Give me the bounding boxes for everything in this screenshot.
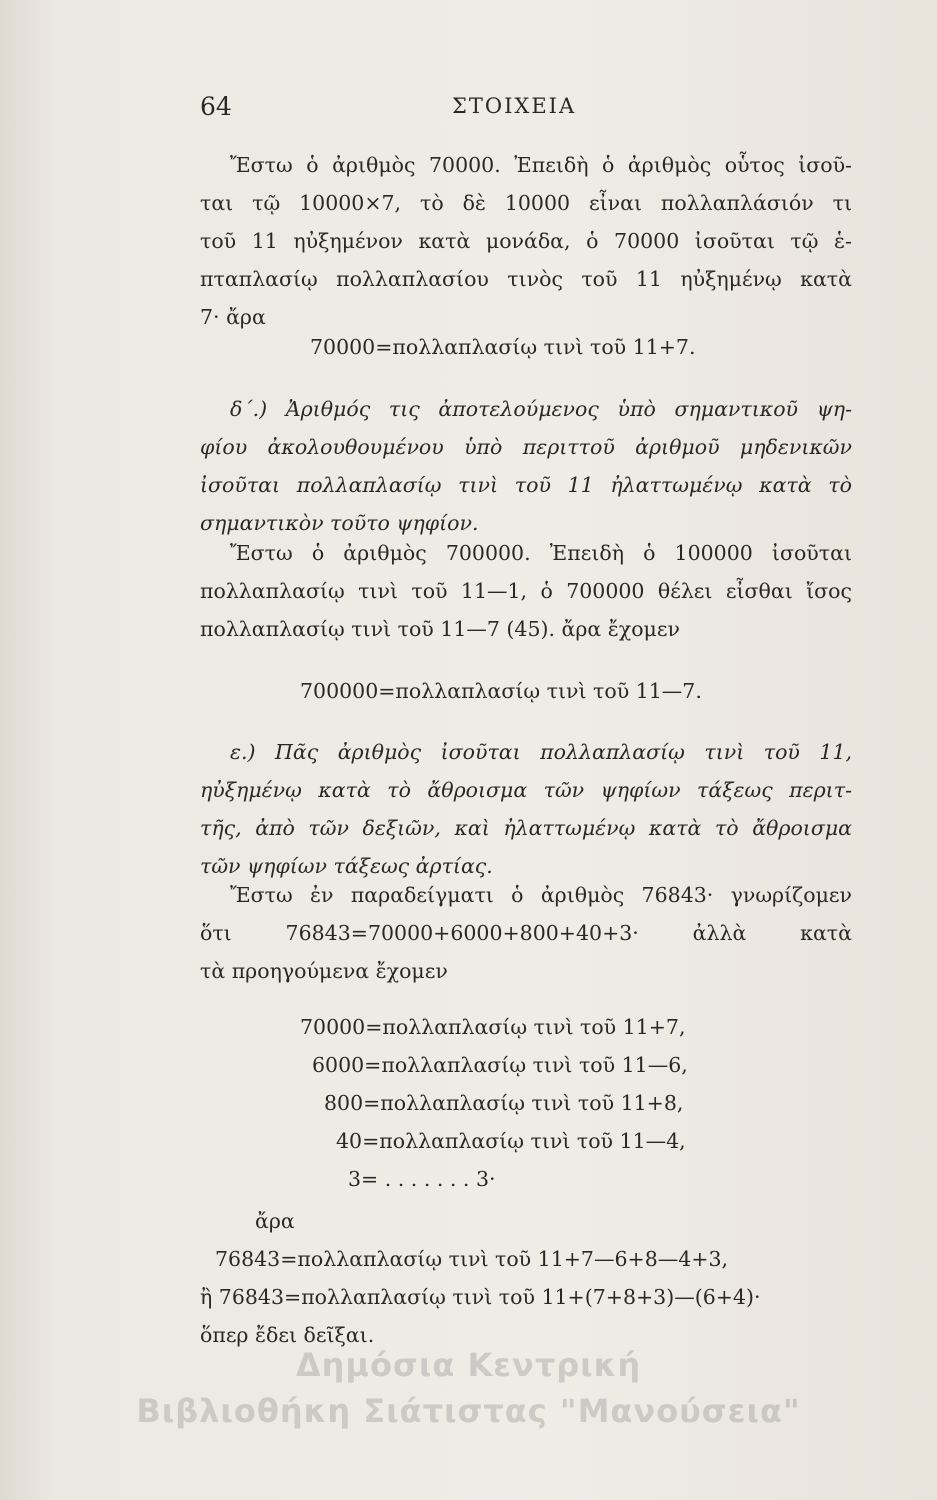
equation: 800=πολλαπλασίῳ τινὶ τοῦ 11+8, bbox=[324, 1091, 684, 1115]
text-line: σημαντικὸν τοῦτο ψηφίον. bbox=[200, 511, 479, 535]
equation: 6000=πολλαπλασίῳ τινὶ τοῦ 11—6, bbox=[312, 1053, 688, 1077]
text-line: 7· ἄρα bbox=[200, 305, 266, 329]
text-line: Ἔστω ὁ ἀριθμὸς 70000. Ἐπειδὴ ὁ ἀριθμὸς οὗτος ἰσοῦ- bbox=[230, 153, 852, 177]
equation: 76843=πολλαπλασίῳ τινὶ τοῦ 11+7—6+8—4+3, bbox=[215, 1247, 729, 1271]
text-line: πολλαπλασίῳ τινὶ τοῦ 11—1, ὁ 700000 θέλει εἶσθαι ἴσος bbox=[200, 579, 852, 603]
text-line: φίου ἀκολουθουμένου ὑπὸ περιττοῦ ἀριθμοῦ μηδενικῶν bbox=[200, 435, 852, 459]
library-watermark-line-2: Βιβλιοθήκη Σιάτιστας "Μανούσεια" bbox=[136, 1392, 801, 1430]
text-line: πταπλασίῳ πολλαπλασίου τινὸς τοῦ 11 ηὐξημένῳ κατὰ bbox=[200, 267, 852, 291]
equation-1-block bbox=[200, 328, 852, 366]
equation: ἢ 76843=πολλαπλασίῳ τινὶ τοῦ 11+(7+8+3)—(6+4)· bbox=[200, 1285, 761, 1309]
text-line: ται τῷ 10000×7, τὸ δὲ 10000 εἶναι πολλαπλάσιόν τι bbox=[200, 191, 852, 215]
text-line: ηὐξημένῳ κατὰ τὸ ἄθροισμα τῶν ψηφίων τάξεως περιτ- bbox=[200, 778, 852, 802]
equation-2-block bbox=[200, 672, 852, 710]
text-line: πολλαπλασίῳ τινὶ τοῦ 11—7 (45). ἄρα ἔχομεν bbox=[200, 617, 680, 641]
paragraph-1 bbox=[200, 146, 852, 336]
text-line: ε.) Πᾶς ἀριθμὸς ἰσοῦται πολλαπλασίῳ τινὶ τοῦ 11, bbox=[230, 740, 852, 764]
text-line: τῶν ψηφίων τάξεως ἀρτίας. bbox=[200, 854, 493, 878]
qed-line: ὅπερ ἔδει δεῖξαι. bbox=[200, 1323, 375, 1347]
equation-list bbox=[200, 1008, 852, 1198]
equation: 700000=πολλαπλασίῳ τινὶ τοῦ 11—7. bbox=[300, 679, 702, 703]
conclusion bbox=[200, 1202, 852, 1354]
equation: 3= . . . . . . . 3· bbox=[348, 1167, 496, 1191]
proposition-delta bbox=[200, 390, 852, 542]
paragraph-5 bbox=[200, 876, 852, 990]
library-watermark-line-1: Δημόσια Κεντρική bbox=[295, 1346, 642, 1384]
text-line: τῆς, ἀπὸ τῶν δεξιῶν, καὶ ἠλαττωμένῳ κατὰ τὸ ἄθροισμα bbox=[200, 816, 852, 840]
text-line: ἰσοῦται πολλαπλασίῳ τινὶ τοῦ 11 ἠλαττωμένῳ κατὰ τὸ bbox=[200, 473, 852, 497]
text-line: ὅτι 76843=70000+6000+800+40+3· ἀλλὰ κατὰ bbox=[200, 921, 852, 945]
proposition-epsilon bbox=[200, 733, 852, 885]
text-line: δ΄.) Ἀριθμός τις ἀποτελούμενος ὑπὸ σημαντικοῦ ψη- bbox=[230, 397, 852, 421]
equation: 70000=πολλαπλασίῳ τινὶ τοῦ 11+7, bbox=[300, 1015, 686, 1039]
text-line: ἄρα bbox=[255, 1209, 295, 1233]
equation: 40=πολλαπλασίῳ τινὶ τοῦ 11—4, bbox=[336, 1129, 686, 1153]
paragraph-3 bbox=[200, 534, 852, 648]
equation: 70000=πολλαπλασίῳ τινὶ τοῦ 11+7. bbox=[310, 335, 696, 359]
running-title: ΣΤΟΙΧΕΙΑ bbox=[452, 94, 577, 118]
text-line: Ἔστω ὁ ἀριθμὸς 700000. Ἐπειδὴ ὁ 100000 ἰσοῦται bbox=[230, 541, 852, 565]
page-header bbox=[0, 92, 937, 132]
page-number: 64 bbox=[200, 92, 232, 121]
text-line: τοῦ 11 ηὐξημένον κατὰ μονάδα, ὁ 70000 ἰσοῦται τῷ ἑ- bbox=[200, 229, 852, 253]
text-line: τὰ προηγούμενα ἔχομεν bbox=[200, 959, 448, 983]
text-line: Ἔστω ἐν παραδείγματι ὁ ἀριθμὸς 76843· γνωρίζομεν bbox=[230, 883, 852, 907]
